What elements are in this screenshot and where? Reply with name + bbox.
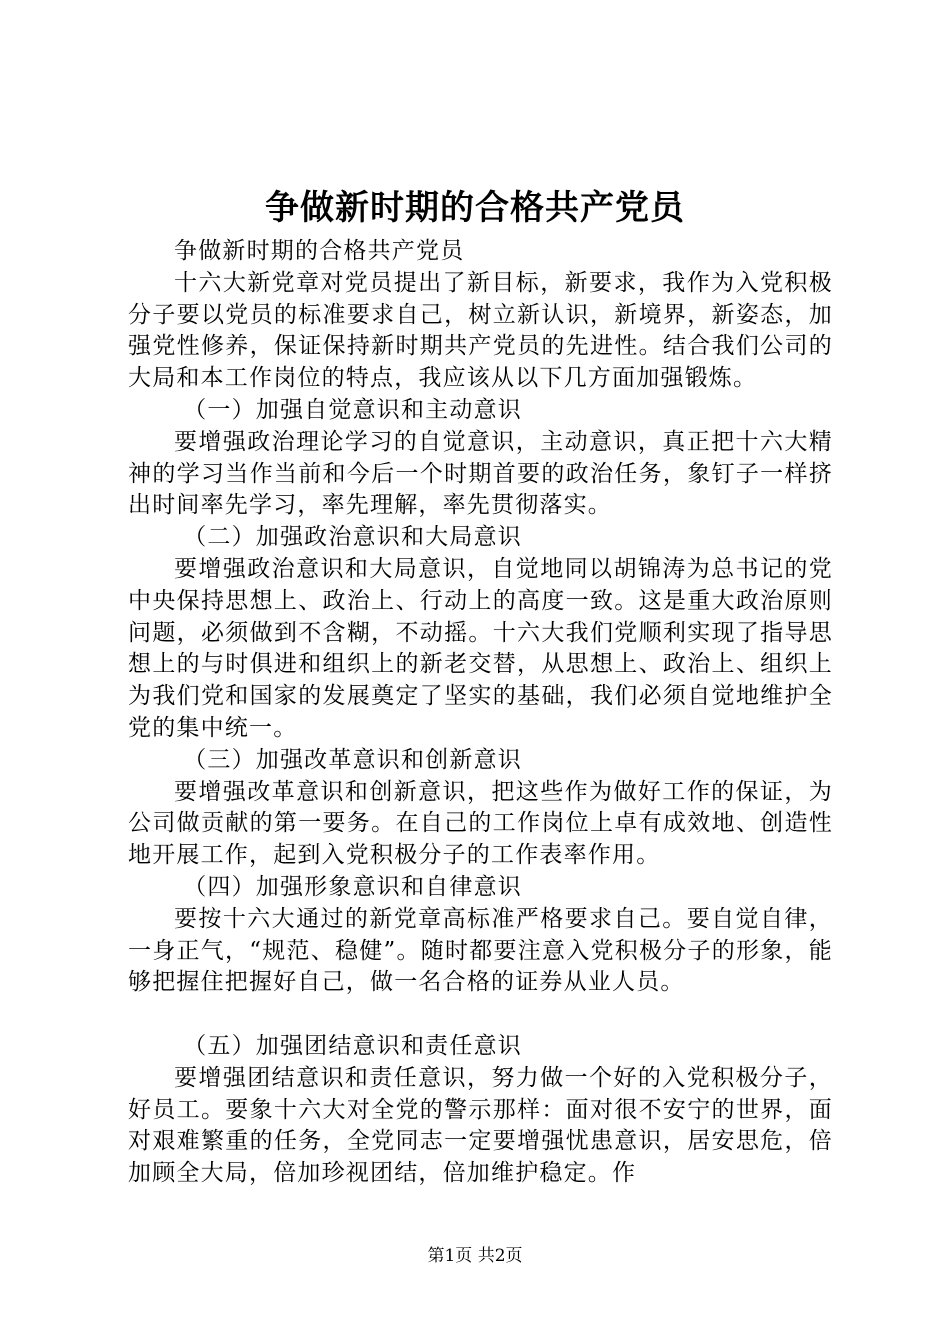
section-heading-2: （二）加强政治意识和大局意识 [183, 524, 522, 551]
paragraph-subtitle: 争做新时期的合格共产党员 [174, 238, 465, 264]
paragraph-section-2: 要增强政治意识和大局意识，自觉地同以胡锦涛为总书记的党中央保持思想上、政治上、行动上的高度一致。这是重大政治原则问题，必须做到不含糊，不动摇。十六大我们党顺利实现了指导思想上的与时俱进和组织上的新老交替，从思想上、政治上、组织上为我们党和国家的发展奠定了坚实的基础，我们必须自觉地维护全党的集中统一。 [128, 555, 833, 741]
section-heading-5: （五）加强团结意识和责任意识 [183, 1032, 522, 1059]
paragraph-intro: 十六大新党章对党员提出了新目标，新要求，我作为入党积极分子要以党员的标准要求自己，树立新认识，新境界，新姿态，加强党性修养，保证保持新时期共产党员的先进性。结合我们公司的大局和本工作岗位的特点，我应该从以下几方面加强锻炼。 [128, 269, 833, 392]
document-title: 争做新时期的合格共产党员 [265, 188, 685, 228]
paragraph-section-1: 要增强政治理论学习的自觉意识，主动意识，真正把十六大精神的学习当作当前和今后一个时期首要的政治任务，象钉子一样挤出时间率先学习，率先理解，率先贯彻落实。 [128, 428, 833, 519]
section-heading-3: （三）加强改革意识和创新意识 [183, 746, 522, 773]
page-footer: 第1页 共2页 [427, 1246, 523, 1266]
document-body [128, 236, 833, 1190]
paragraph-section-4: 要按十六大通过的新党章高标准严格要求自己。要自觉自律，一身正气，“规范、稳健”。随时都要注意入党积极分子的形象，能够把握住把握好自己，做一名合格的证券从业人员。 [128, 905, 833, 996]
paragraph-section-5: 要增强团结意识和责任意识，努力做一个好的入党积极分子，好员工。要象十六大对全党的警示那样：面对很不安宁的世界，面对艰难繁重的任务，全党同志一定要增强忧患意识，居安思危，倍加顾全大局，倍加珍视团结，倍加维护稳定。作 [128, 1064, 833, 1187]
section-heading-1: （一）加强自觉意识和主动意识 [183, 396, 522, 423]
paragraph-section-3: 要增强改革意识和创新意识，把这些作为做好工作的保证，为公司做贡献的第一要务。在自己的工作岗位上卓有成效地、创造性地开展工作，起到入党积极分子的工作表率作用。 [128, 778, 833, 869]
section-heading-4: （四）加强形象意识和自律意识 [183, 873, 522, 900]
